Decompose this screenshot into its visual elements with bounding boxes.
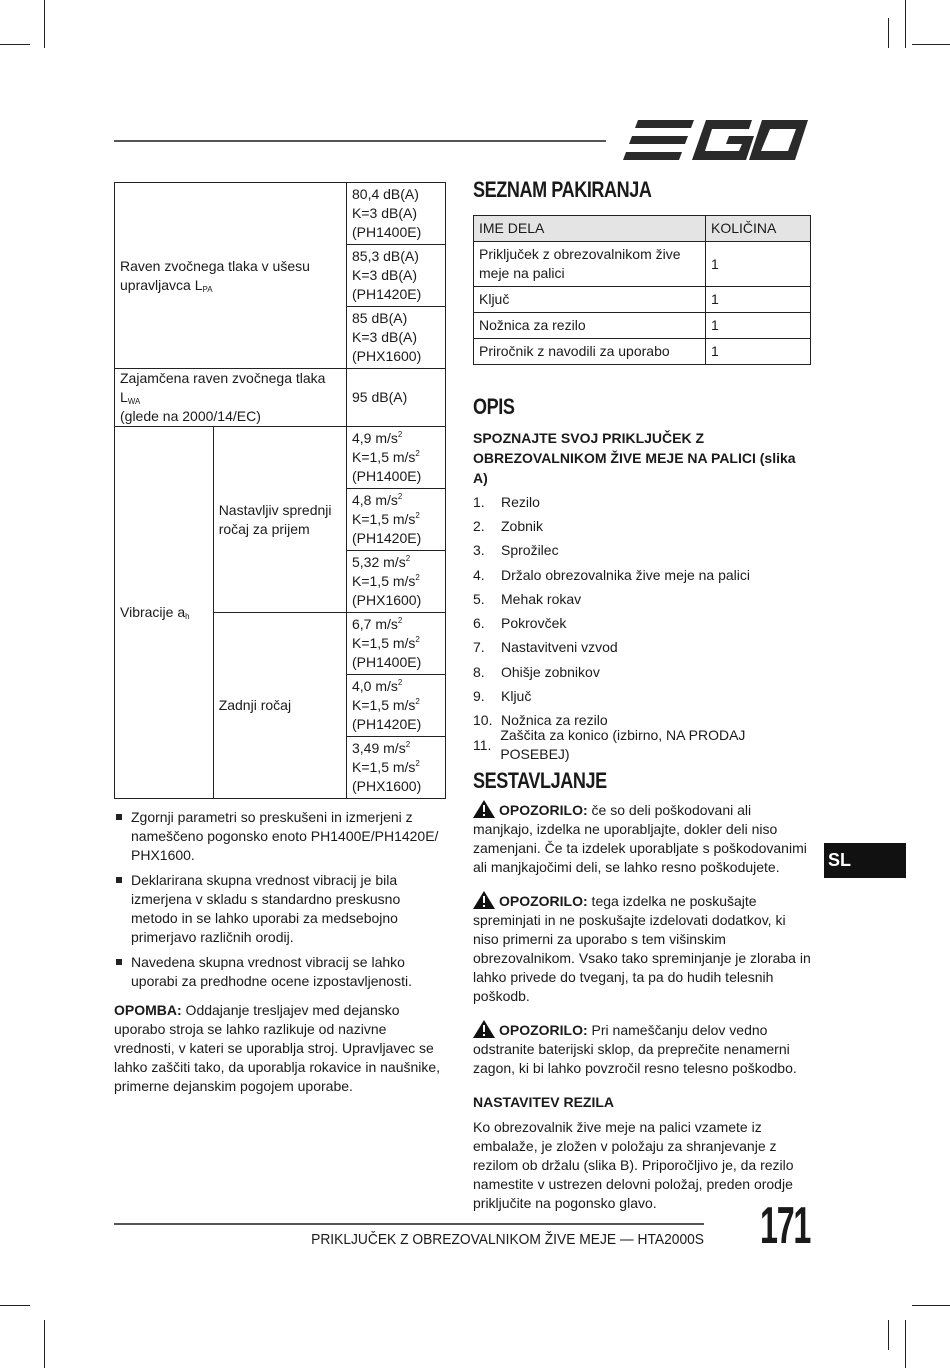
- footer-rule: [114, 1223, 704, 1225]
- note-item: Zgornji parametri so preskušeni in izmerjeni z nameščeno pogonsko enoto PH1400E/PH1420E/ PHX1600.: [114, 808, 449, 865]
- packing-header-qty: KOLIČINA: [706, 216, 811, 242]
- note-item: Navedena skupna vrednost vibracij se lahko uporabi za predhodne ocene izpostavljenosti.: [114, 953, 449, 991]
- list-item: 8. Ohišje zobnikov: [473, 663, 600, 680]
- blade-text: Ko obrezovalnik žive meje na palici vzamete iz embalaže, je zložen v položaju za shranjevanje z rezilom ob držalu (slika B). Priporočljivo je, da rezilo namestite v ustrezen delovni položaj, preden orodje priključite na pogonsko glavo.: [473, 1119, 794, 1212]
- opis-title: OPIS: [473, 394, 515, 419]
- crop-mark: [0, 44, 30, 45]
- crop-mark: [905, 0, 906, 48]
- crop-mark: [888, 18, 889, 48]
- page-number: 171: [760, 1197, 811, 1255]
- crop-mark: [888, 1320, 889, 1350]
- crop-mark: [912, 44, 950, 45]
- part-qty: 1: [706, 287, 811, 313]
- warning-icon: [473, 800, 495, 818]
- vibration-label: Vibracije $a_h$: [115, 427, 214, 799]
- list-item: 6. Pokrovček: [473, 615, 567, 632]
- parts-list: [473, 490, 811, 763]
- noise-guaranteed-label: Zajamčena raven zvočnega tlaka $L_{WA}$ (glede na 2000/14/EC): [115, 369, 347, 427]
- warning-paragraph: OPOZORILO: če so deli poškodovani ali manjkajo, izdelka ne uporabljajte, dokler deli niso zamenjani. Če ta izdelek uporabljate s poškodovanimi ali manjkajočimi deli, se lahko resno poškodujete.: [473, 802, 807, 876]
- spec-value: 4,8 $m/s^2$ K=1,5 $m/s^2$ (PH1420E): [347, 489, 446, 551]
- table-row: [474, 313, 811, 339]
- warning-paragraph: OPOZORILO: tega izdelka ne poskušajte spreminjati in ne poskušajte izdelovati dodatkov, ki niso primerni za uporabo s tem višinskim obrezovalnikom. Vsako tako spreminjanje je zloraba in lahko privede do tveganj, ta pa do hudih telesnih poškodb.: [473, 893, 811, 1005]
- ego-logo: [622, 118, 810, 162]
- packing-header-name: IME DELA: [474, 216, 706, 242]
- spec-value: 5,32 $m/s^2$ K=1,5 $m/s^2$ (PHX1600): [347, 551, 446, 613]
- list-item: 9. Ključ: [473, 688, 532, 705]
- packing-title: SEZNAM PAKIRANJA: [473, 177, 652, 202]
- list-item: 4. Držalo obrezovalnika žive meje na palici: [473, 566, 751, 583]
- spec-value: 4,9 $m/s^2$ K=1,5 $m/s^2$ (PH1400E): [347, 427, 446, 489]
- list-item: 11. Zaščita za konico (izbirno, NA PRODAJ POSEBEJ): [473, 727, 746, 763]
- part-qty: 1: [706, 313, 811, 339]
- spec-value: 3,49 $m/s^2$ K=1,5 $m/s^2$ (PHX1600): [347, 737, 446, 799]
- assembly-title: SESTAVLJANJE: [473, 768, 607, 794]
- front-handle-label: Nastavljiv sprednji ročaj za prijem: [213, 427, 346, 613]
- table-row: [474, 242, 811, 287]
- part-name: Priključek z obrezovalnikom žive meje na palici: [474, 242, 706, 287]
- list-item: 2. Zobnik: [473, 517, 544, 534]
- list-item: 10. Nožnica za rezilo: [473, 712, 608, 729]
- packing-table: [473, 215, 811, 365]
- part-name: Nožnica za rezilo: [474, 313, 706, 339]
- right-column: [473, 177, 811, 1213]
- bullet-icon: [116, 814, 122, 820]
- spec-value: 95 dB(A): [347, 369, 446, 427]
- crop-mark: [912, 1305, 950, 1306]
- notes-section: [114, 808, 449, 1096]
- crop-mark: [44, 0, 45, 48]
- crop-mark: [0, 1305, 30, 1306]
- blade-title: NASTAVITEV REZILA: [473, 1094, 615, 1111]
- crop-mark: [44, 1320, 45, 1368]
- spec-value: 4,0 $m/s^2$ K=1,5 $m/s^2$ (PH1420E): [347, 675, 446, 737]
- opis-subtitle: SPOZNAJTE SVOJ PRIKLJUČEK Z OBREZOVALNIKOM ŽIVE MEJE NA PALICI (slika A): [473, 430, 796, 486]
- opomba-note: OPOMBA: Oddajanje tresljajev med dejansko uporabo stroja se lahko razlikuje od nazivne vrednosti, v kateri se uporablja stroj. Upravljavec se lahko zaščiti tako, da uporablja rokavice in naušnike, primerne dejanskim pogojem uporabe.: [114, 1002, 441, 1094]
- footer-title: PRIKLJUČEK Z OBREZOVALNIKOM ŽIVE MEJE — HTA2000S: [311, 1231, 704, 1248]
- spec-value: 6,7 $m/s^2$ K=1,5 $m/s^2$ (PH1400E): [347, 613, 446, 675]
- header-rule: [114, 140, 606, 142]
- list-item: 3. Sprožilec: [473, 542, 559, 559]
- spec-value: 80,4 dB(A) K=3 dB(A) (PH1400E): [347, 183, 446, 245]
- noise-operator-label: Raven zvočnega tlaka v ušesu upravljavca $L_{PA}$: [115, 183, 347, 369]
- bullet-icon: [116, 959, 122, 965]
- spec-value: 85,3 dB(A) K=3 dB(A) (PH1420E): [347, 245, 446, 307]
- note-item: Deklarirana skupna vrednost vibracij je bila izmerjena v skladu s standardno preskusno metodo in se lahko uporabi za medsebojno primerjavo različnih orodij.: [114, 871, 449, 947]
- spec-value: 85 dB(A) K=3 dB(A) (PHX1600): [347, 307, 446, 369]
- list-item: 5. Mehak rokav: [473, 590, 582, 607]
- rear-handle-label: Zadnji ročaj: [213, 613, 346, 799]
- crop-mark: [905, 1320, 906, 1368]
- part-name: Priročnik z navodili za uporabo: [474, 339, 706, 365]
- warning-icon: [473, 1020, 495, 1038]
- spec-table: [114, 182, 446, 799]
- part-qty: 1: [706, 339, 811, 365]
- warning-icon: [473, 891, 495, 909]
- part-qty: 1: [706, 242, 811, 287]
- table-row: [474, 287, 811, 313]
- list-item: 7. Nastavitveni vzvod: [473, 639, 618, 656]
- warning-paragraph: OPOZORILO: Pri nameščanju delov vedno odstranite baterijski sklop, da preprečite nenamerni zagon, ki bi lahko povzročil resno telesno poškodbo.: [473, 1022, 797, 1077]
- table-row: [474, 339, 811, 365]
- list-item: 1. Rezilo: [473, 493, 540, 510]
- bullet-icon: [116, 877, 122, 883]
- part-name: Ključ: [474, 287, 706, 313]
- language-tab: SL: [824, 843, 906, 878]
